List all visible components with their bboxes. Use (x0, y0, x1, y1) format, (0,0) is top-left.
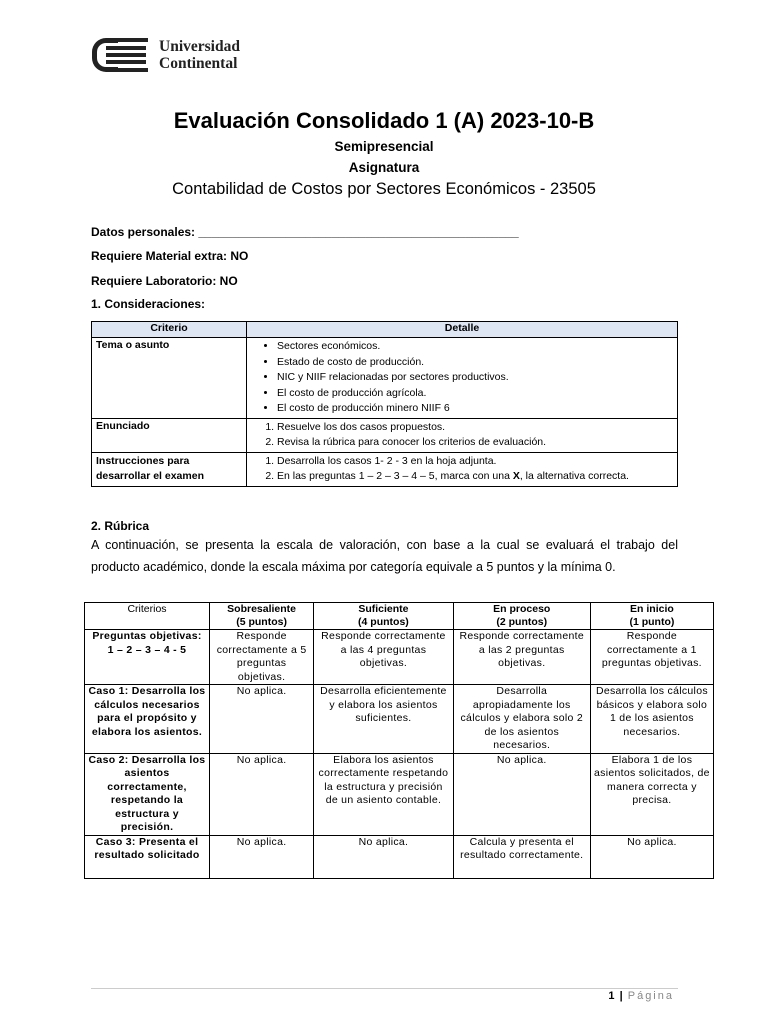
rubric-cell: Elabora 1 de los asientos solicitados, de manera correcta y precisa. (590, 753, 713, 835)
rubric-cell: No aplica. (453, 753, 590, 835)
table-row (92, 452, 678, 486)
rubric-header: Criterios (85, 603, 210, 630)
rubric-criterion: Caso 2: Desarrolla los asientos correctamente, respetando la estructura y precisión. (85, 753, 210, 835)
rubric-criterion: Preguntas objetivas: 1 – 2 – 3 – 4 - 5 (85, 630, 210, 685)
list-item: • El costo de producción minero NIIF 6 (277, 401, 673, 417)
footer-divider (91, 988, 678, 989)
section-considerations: 1. Consideraciones: (91, 297, 206, 311)
table-row (85, 835, 714, 878)
rubric-cell: Elabora los asientos correctamente respetando la estructura y precisión de un asiento contable. (314, 753, 453, 835)
rubric-cell: Responde correctamente a 1 preguntas objetivas. (590, 630, 713, 685)
page-footer (608, 990, 674, 1002)
rubric-header-row (85, 603, 714, 630)
material-extra: Requiere Material extra: NO (91, 249, 249, 263)
table-row (85, 753, 714, 835)
list-item: 2. En las preguntas 1 – 2 – 3 – 4 – 5, marca con una X, la alternativa correcta. (277, 469, 673, 485)
rubric-cell: No aplica. (210, 753, 314, 835)
col-criterio: Criterio (92, 322, 247, 338)
rubric-cell: No aplica. (210, 685, 314, 754)
list-item: 1. Desarrolla los casos 1- 2 - 3 en la hoja adjunta. (277, 454, 673, 470)
rubric-cell: Desarrolla apropiadamente los cálculos y elabora solo 2 de los asientos necesarios. (453, 685, 590, 754)
modality: Semipresencial (334, 139, 434, 154)
rubric-cell: No aplica. (210, 835, 314, 878)
list-item: • NIC y NIIF relacionadas por sectores productivos. (277, 370, 673, 386)
rubric-criterion: Caso 1: Desarrolla los cálculos necesarios para el propósito y elabora los asientos. (85, 685, 210, 754)
col-detalle: Detalle (247, 322, 678, 338)
page-number: 1 (608, 990, 615, 1002)
rubric-table (84, 602, 714, 879)
rubric-header: Suficiente (4 puntos) (314, 603, 453, 630)
list-item: • Estado de costo de producción. (277, 355, 673, 371)
rubric-cell: Desarrolla eficientemente y elabora los asientos suficientes. (314, 685, 453, 754)
rubric-header: Sobresaliente (5 puntos) (210, 603, 314, 630)
subject-name: Contabilidad de Costos por Sectores Económicos - 23505 (172, 180, 596, 198)
footer-label: Página (627, 990, 674, 1002)
rubric-cell: No aplica. (590, 835, 713, 878)
row-detail (247, 418, 678, 452)
table-row (92, 338, 678, 419)
rubric-cell: Desarrolla los cálculos básicos y elabora solo 1 de los asientos necesarios. (590, 685, 713, 754)
rubric-cell: Calcula y presenta el resultado correctamente. (453, 835, 590, 878)
rubric-header: En inicio (1 punto) (590, 603, 713, 630)
university-name: Universidad Continental (159, 38, 240, 72)
laboratorio: Requiere Laboratorio: NO (91, 274, 238, 288)
rubric-header: En proceso (2 puntos) (453, 603, 590, 630)
rubric-criterion: Caso 3: Presenta el resultado solicitado (85, 835, 210, 878)
footer-separator: | (619, 990, 623, 1002)
row-label: Enunciado (92, 418, 247, 452)
table-row (85, 685, 714, 754)
subject-label: Asignatura (348, 160, 420, 175)
exam-title: Evaluación Consolidado 1 (A) 2023-10-B (173, 108, 595, 133)
rubric-intro: A continuación, se presenta la escala de valoración, con base a la cual se evaluará el trabajo del producto académico, donde la escala máxima por categoría equivale a 5 puntos y la mínima 0. (91, 538, 678, 574)
table-row (85, 630, 714, 685)
row-label: Tema o asunto (92, 338, 247, 419)
rubric-cell: No aplica. (314, 835, 453, 878)
row-detail (247, 338, 678, 419)
list-item: 2. Revisa la rúbrica para conocer los criterios de evaluación. (277, 435, 673, 451)
rubric-cell: Responde correctamente a 5 preguntas objetivas. (210, 630, 314, 685)
rubric-cell: Responde correctamente a las 4 preguntas objetivas. (314, 630, 453, 685)
personal-data-line: Datos personales: ________________________________________________ (91, 225, 519, 239)
list-item: • El costo de producción agrícola. (277, 386, 673, 402)
table-row (92, 418, 678, 452)
considerations-table (91, 321, 678, 487)
list-item: 1. Resuelve los dos casos propuestos. (277, 420, 673, 436)
row-label: Instrucciones para desarrollar el examen (92, 452, 247, 486)
section-rubric: 2. Rúbrica (91, 519, 150, 533)
row-detail (247, 452, 678, 486)
rubric-cell: Responde correctamente a las 2 preguntas objetivas. (453, 630, 590, 685)
list-item: • Sectores económicos. (277, 339, 673, 355)
